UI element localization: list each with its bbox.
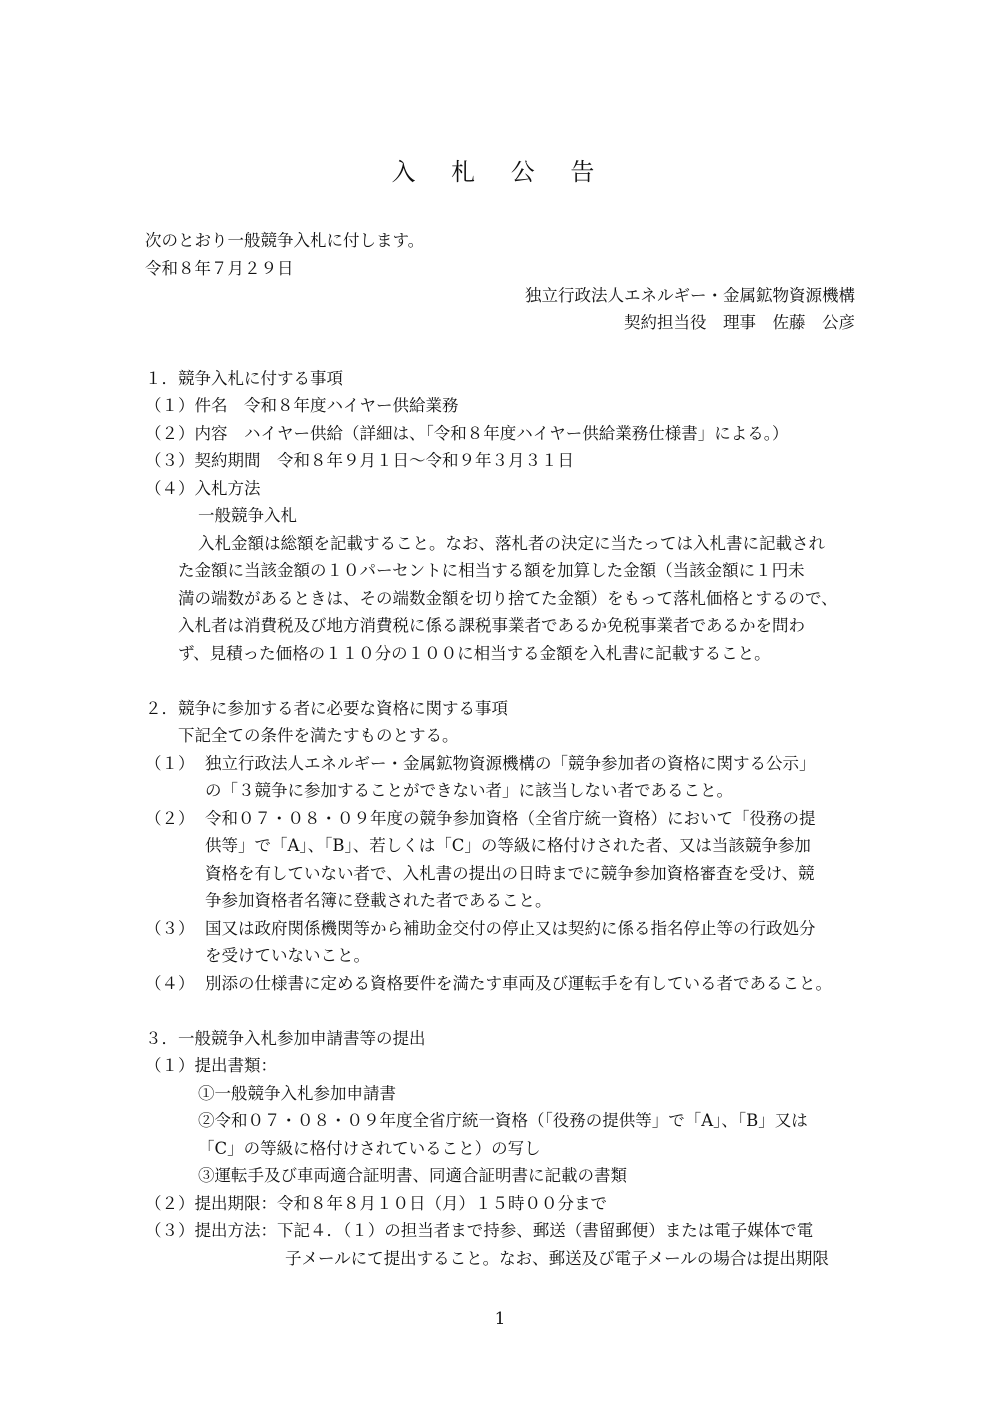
qualification-line: 供等」で「A」、「B」、若しくは「C」の等級に格付けされた者、又は当該競争参加 (205, 836, 811, 855)
notice-date: 令和８年７月２９日 (145, 259, 294, 278)
qualification-number: （１） (145, 754, 195, 773)
bid-method-paragraph-line: 入札金額は総額を記載すること。なお、落札者の決定に当たっては入札書に記載され (198, 534, 825, 553)
issuer-person: 契約担当役 理事 佐藤 公彦 (624, 313, 855, 332)
qualification-number: （２） (145, 809, 195, 828)
required-document: ①一般競争入札参加申請書 (198, 1084, 396, 1103)
required-document: ②令和０７・０８・０９年度全省庁統一資格（「役務の提供等」で「A」、「B」又は (198, 1111, 808, 1130)
intro-text: 次のとおり一般競争入札に付します。 (145, 231, 425, 250)
qualification-line: の「３競争に参加することができない者」に該当しない者であること。 (205, 781, 733, 800)
qualification-line: 資格を有していない者で、入札書の提出の日時までに競争参加資格審査を受け、競 (205, 864, 815, 883)
issuer-org: 独立行政法人エネルギー・金属鉱物資源機構 (525, 286, 855, 305)
qualification-line: 令和０７・０８・０９年度の競争参加資格（全省庁統一資格）において「役務の提 (205, 809, 816, 828)
qualification-number: （４） (145, 974, 195, 993)
required-document: ③運転手及び車両適合証明書、同適合証明書に記載の書類 (198, 1166, 627, 1185)
section-1-item-1: （１）件名 令和８年度ハイヤー供給業務 (145, 396, 459, 415)
section-1-item-3: （３）契約期間 令和８年９月１日～令和９年３月３１日 (145, 451, 574, 470)
qualification-line: 独立行政法人エネルギー・金属鉱物資源機構の「競争参加者の資格に関する公示」 (205, 754, 816, 773)
qualification-line: 争参加資格者名簿に登載された者であること。 (205, 891, 552, 910)
section-2-lead: 下記全ての条件を満たすものとする。 (178, 726, 459, 745)
bid-method-paragraph-line: 満の端数があるときは、その端数金額を切り捨てた金額）をもって落札価格とするので、 (178, 589, 838, 608)
section-3-item-3-continued: 子メールにて提出すること。なお、郵送及び電子メールの場合は提出期限 (285, 1249, 829, 1268)
qualification-line: 国又は政府関係機関等から補助金交付の停止又は契約に係る指名停止等の行政処分 (205, 919, 816, 938)
qualification-number: （３） (145, 919, 195, 938)
bid-method-paragraph-line: 入札者は消費税及び地方消費税に係る課税事業者であるか免税事業者であるかを問わ (178, 616, 805, 635)
section-1-item-4: （４）入札方法 (145, 479, 261, 498)
qualification-line: 別添の仕様書に定める資格要件を満たす車両及び運転手を有している者であること。 (205, 974, 832, 993)
page-number: 1 (494, 1309, 506, 1329)
bid-method: 一般競争入札 (198, 506, 297, 525)
required-document: 「C」の等級に格付けされていること）の写し (198, 1139, 541, 1158)
page-title: 入 札 公 告 (391, 158, 609, 186)
section-2-heading: ２．競争に参加する者に必要な資格に関する事項 (145, 699, 508, 718)
section-3-heading: ３．一般競争入札参加申請書等の提出 (145, 1029, 426, 1048)
section-1-heading: １．競争入札に付する事項 (145, 369, 343, 388)
bid-method-paragraph-line: た金額に当該金額の１０パーセントに相当する額を加算した金額（当該金額に１円未 (178, 561, 805, 580)
section-3-item-3: （３）提出方法：下記４．（１）の担当者まで持参、郵送（書留郵便）または電子媒体で電 (145, 1221, 814, 1240)
bid-method-paragraph-line: ず、見積った価格の１１０分の１００に相当する金額を入札書に記載すること。 (178, 644, 771, 663)
section-3-item-1: （１）提出書類： (145, 1056, 277, 1075)
section-1-item-2: （２）内容 ハイヤー供給（詳細は、「令和８年度ハイヤー供給業務仕様書」による。） (145, 424, 789, 443)
qualification-line: を受けていないこと。 (205, 946, 370, 965)
section-3-item-2: （２）提出期限：令和８年８月１０日（月）１５時００分まで (145, 1194, 607, 1213)
